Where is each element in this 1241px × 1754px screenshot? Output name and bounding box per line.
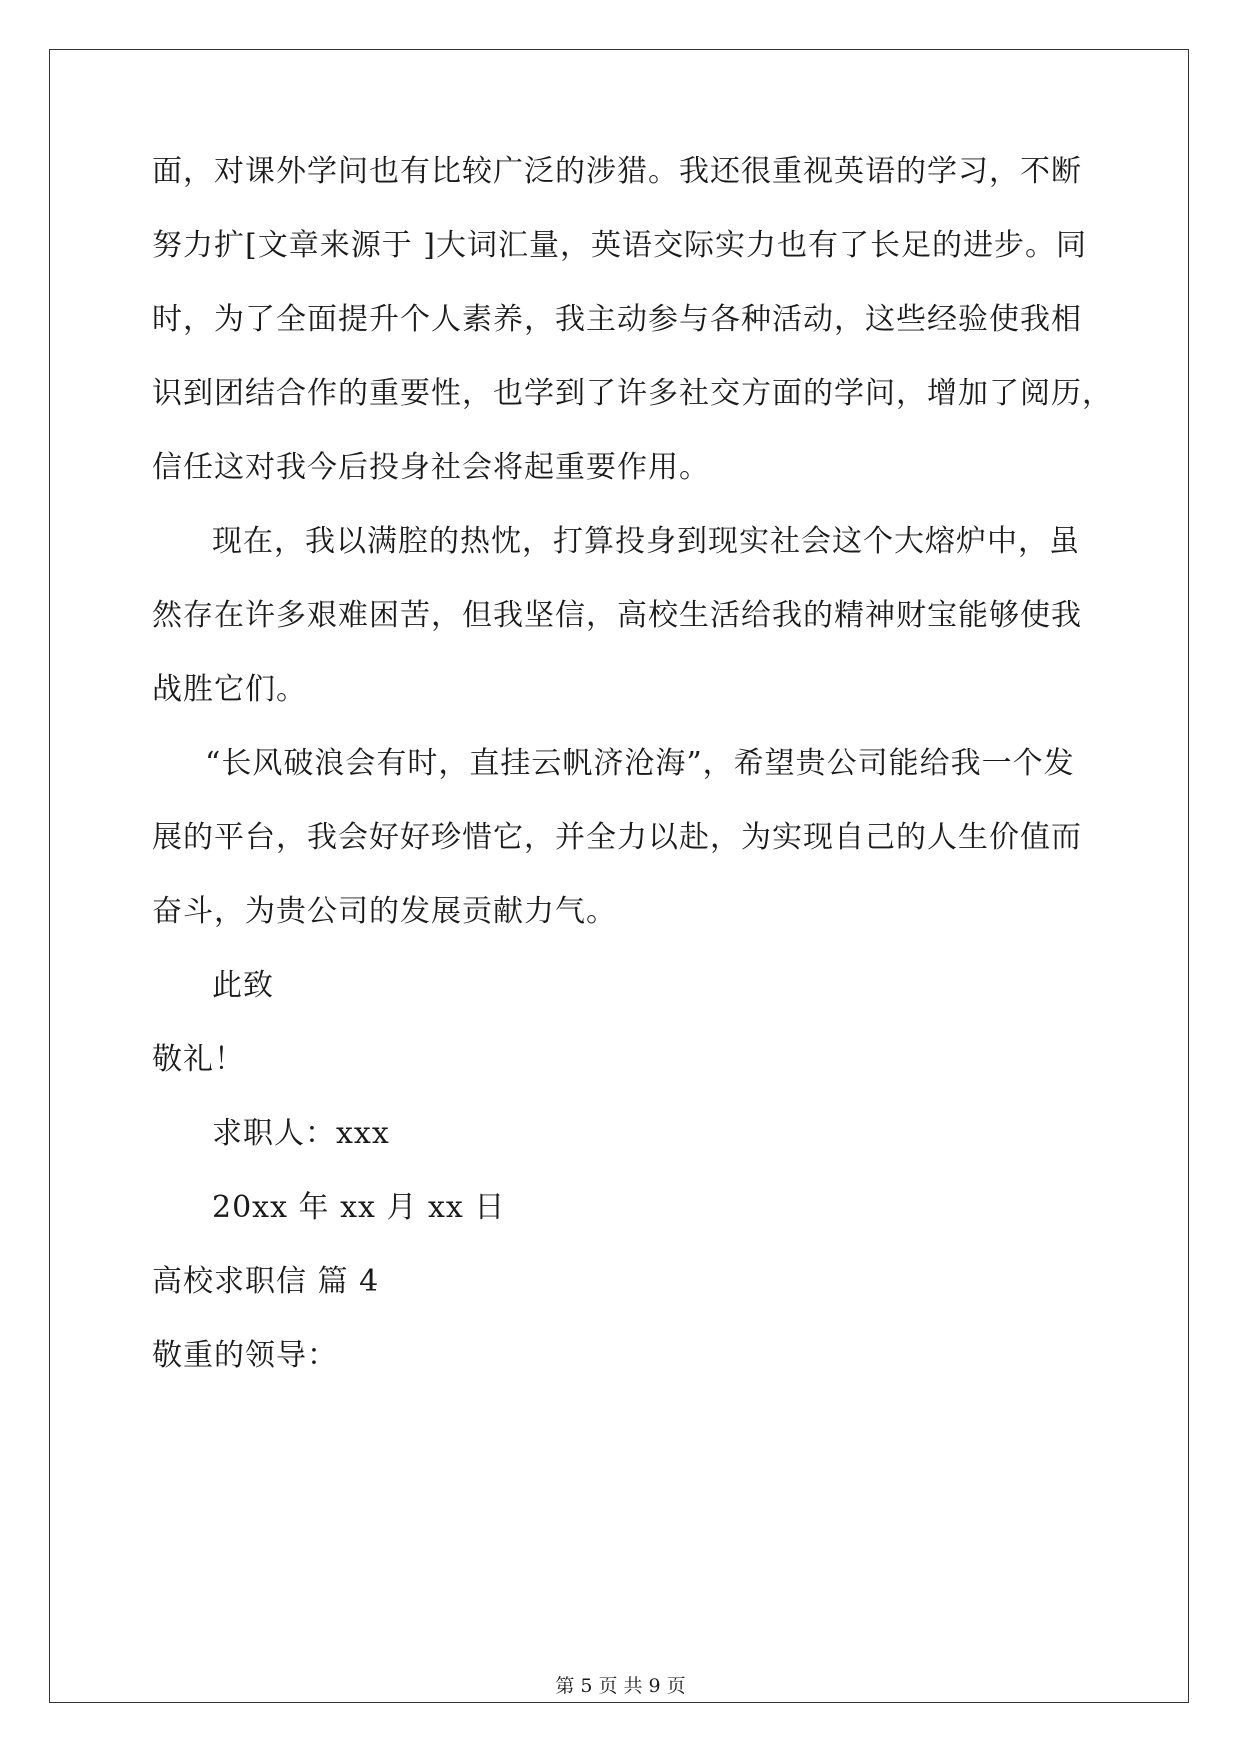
paragraph-line: 然存在许多艰难困苦，但我坚信，高校生活给我的精神财宝能够使我 — [152, 598, 1082, 633]
section-title: 高校求职信 篇 4 — [152, 1264, 380, 1299]
page-footer: 第 5 页 共 9 页 — [555, 1675, 686, 1697]
salute-text: 敬礼！ — [152, 1042, 245, 1077]
paragraph-line: 战胜它们。 — [152, 672, 307, 707]
paragraph-line: 现在，我以满腔的热忱，打算投身到现实社会这个大熔炉中，虽 — [212, 524, 1080, 559]
paragraph-line: 识到团结合作的重要性，也学到了许多社交方面的学问，增加了阅历， — [152, 376, 1113, 411]
paragraph-line: 时，为了全面提升个人素养，我主动参与各种活动，这些经验使我相 — [152, 302, 1082, 337]
closing-text: 此致 — [212, 968, 274, 1003]
paragraph-line: 奋斗，为贵公司的发展贡献力气。 — [152, 894, 617, 929]
paragraph-line: 面，对课外学问也有比较广泛的涉猎。我还很重视英语的学习，不断 — [152, 154, 1082, 189]
paragraph-line: “长风破浪会有时，直挂云帆济沧海”，希望贵公司能给我一个发 — [205, 746, 1075, 781]
page-border — [49, 49, 1189, 1703]
paragraph-line: 信任这对我今后投身社会将起重要作用。 — [152, 450, 710, 485]
date-text: 20xx 年 xx 月 xx 日 — [212, 1190, 506, 1225]
greeting-text: 敬重的领导： — [152, 1338, 338, 1373]
paragraph-line: 展的平台，我会好好珍惜它，并全力以赴，为实现自己的人生价值而 — [152, 820, 1082, 855]
signature-text: 求职人：xxx — [212, 1116, 390, 1151]
paragraph-line: 努力扩[文章来源于 ]大词汇量，英语交际实力也有了长足的进步。同 — [152, 228, 1087, 263]
